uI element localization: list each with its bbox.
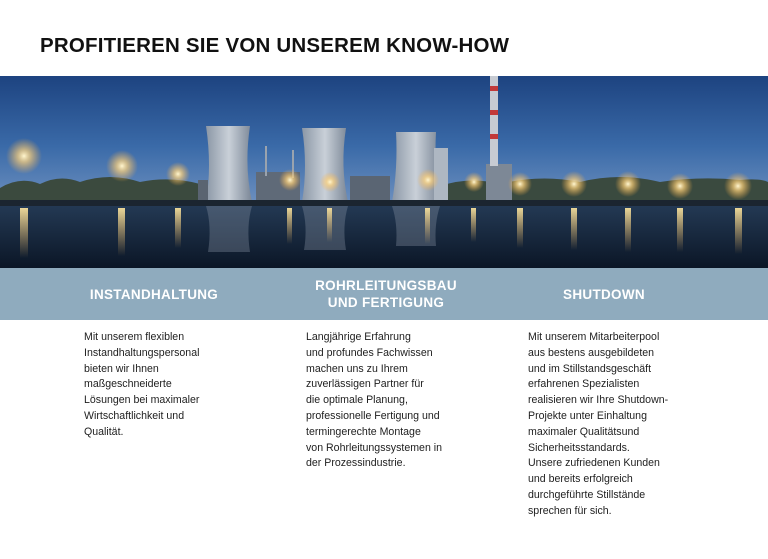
heading-instandhaltung: INSTANDHALTUNG xyxy=(89,286,219,302)
power-plant-at-night-photo xyxy=(0,76,768,268)
heading-shutdown: SHUTDOWN xyxy=(563,286,645,302)
text-instandhaltung: Mit unserem flexiblen Instandhaltungspersonal bieten wir Ihnen maßgeschneiderte Lösungen bei maximaler Wirtschaftlichkeit und Qualität. xyxy=(84,331,200,438)
section-headings-band xyxy=(0,268,768,320)
text-shutdown: Mit unserem Mitarbeiterpool aus bestens ausgebildeten und im Stillstandsgeschäft erfahrenen Spezialisten realisieren wir Ihre Shutdown- Projekte unter Einhaltung maximaler Qualitätsund Sicherheitsstandards. Unsere zufriedenen Kunden und bereits erfolgreich durchgeführte Stillstände sprechen für sich. xyxy=(528,331,669,517)
page-title: PROFITIEREN SIE VON UNSEREM KNOW-HOW xyxy=(40,34,510,57)
text-rohrleitungsbau: Langjährige Erfahrung und profundes Fachwissen machen uns zu Ihrem zuverlässigen Partner für die optimale Planung, professionelle Fertigung und termingerechte Montage von Rohrleitungssystemen in der Prozessindustrie. xyxy=(306,331,443,470)
heading-rohrleitungsbau: ROHRLEITUNGSBAU UND FERTIGUNG xyxy=(315,278,457,310)
